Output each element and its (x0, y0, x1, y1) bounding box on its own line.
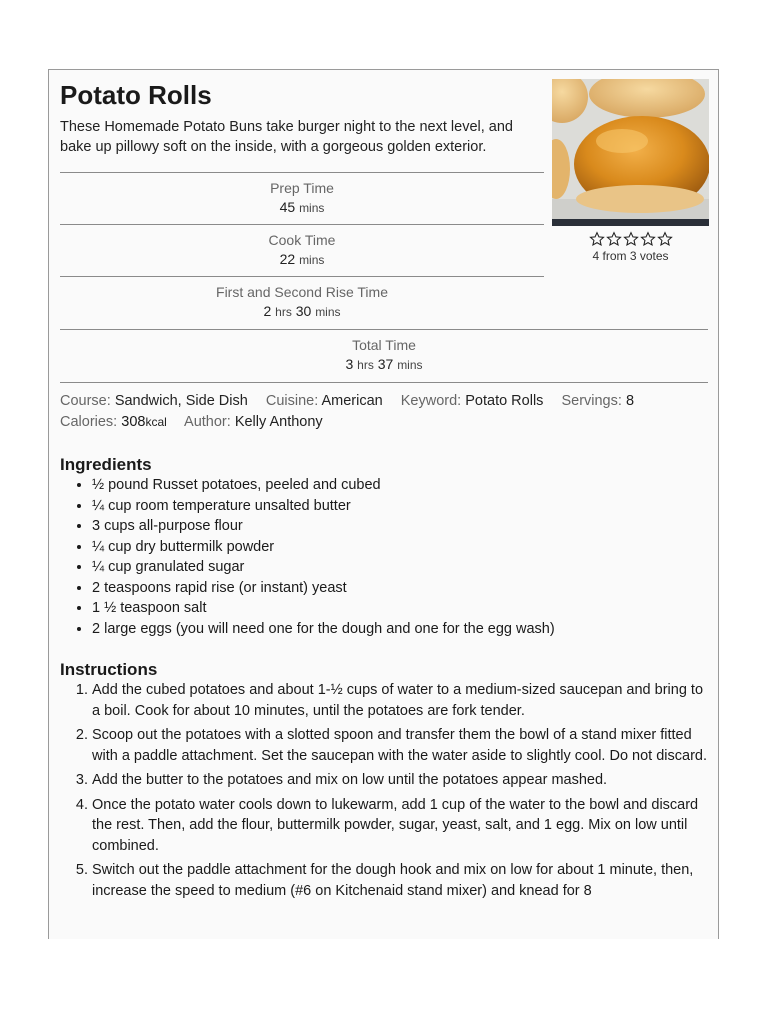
recipe-card (48, 69, 719, 939)
rise-time (60, 276, 544, 328)
time-value (60, 354, 708, 375)
time-value (60, 197, 544, 218)
instruction-step: 1. Add the cubed potatoes and about 1-½ cups of water to a medium-sized saucepan and bring to a boil. Cook for about 10 minutes, until the potatoes are fork tender. (92, 680, 708, 721)
instructions-list (60, 680, 708, 905)
time-value (60, 301, 544, 322)
star-empty-icon[interactable] (640, 231, 656, 247)
rating-stars[interactable] (552, 231, 709, 247)
time-unit: mins (315, 305, 341, 319)
recipe-summary: These Homemade Potato Buns take burger night to the next level, and bake up pillowy soft on the inside, with a gorgeous golden exterior. (60, 119, 513, 155)
time-number: 45 (279, 199, 296, 215)
servings-value[interactable]: 8 (625, 393, 635, 409)
time-value (60, 249, 544, 270)
time-unit: hrs (357, 358, 374, 372)
time-unit: mins (299, 253, 325, 267)
time-unit: mins (299, 201, 325, 215)
cuisine-value[interactable]: American (321, 393, 383, 409)
servings-label: Servings: (561, 393, 622, 409)
ingredient-item: • 2 large eggs (you will need one for the dough and one for the egg wash) (92, 619, 692, 640)
instruction-step: 5. Switch out the paddle attachment for the dough hook and mix on low for about 1 minute, then, increase the speed to medium (#6 on Kitchenaid stand mixer) and knead for 8 (92, 860, 708, 901)
recipe-photo[interactable] (552, 79, 709, 226)
ingredient-item: • ¼ cup dry buttermilk powder (92, 537, 692, 558)
keyword-value: Potato Rolls (465, 393, 544, 409)
ingredient-item: • 2 teaspoons rapid rise (or instant) yeast (92, 578, 692, 599)
course-value[interactable]: Sandwich, Side Dish (114, 393, 248, 409)
author-label: Author: (184, 414, 231, 430)
time-label: First and Second Rise Time (216, 284, 388, 300)
ingredient-item: • ¼ cup room temperature unsalted butter (92, 496, 692, 517)
ingredient-item: • 1 ½ teaspoon salt (92, 598, 692, 619)
keyword-label: Keyword: (400, 393, 462, 409)
time-number: 37 (377, 356, 394, 372)
recipe-title: Potato Rolls (60, 80, 212, 110)
star-empty-icon[interactable] (657, 231, 673, 247)
star-empty-icon[interactable] (623, 231, 639, 247)
star-empty-icon[interactable] (606, 231, 622, 247)
instruction-step: 2. Scoop out the potatoes with a slotted spoon and transfer them the bowl of a stand mixer fitted with a paddle attachment. Set the saucepan with the water aside to slightly cool. Do not discard. (92, 725, 708, 766)
course-label: Course: (60, 393, 111, 409)
time-number: 30 (295, 303, 312, 319)
time-unit: hrs (275, 305, 292, 319)
author-value: Kelly Anthony (234, 414, 323, 430)
time-number: 22 (279, 251, 296, 267)
instruction-step: 3. Add the butter to the potatoes and mix on low until the potatoes appear mashed. (92, 770, 708, 791)
ingredient-item: • ¼ cup granulated sugar (92, 557, 692, 578)
time-unit: mins (397, 358, 423, 372)
instructions-heading: Instructions (60, 660, 158, 679)
calories-value: 308 (121, 414, 146, 430)
star-empty-icon[interactable] (589, 231, 605, 247)
time-blocks (60, 172, 544, 328)
ingredient-item: • 3 cups all-purpose flour (92, 516, 692, 537)
total-time (60, 329, 708, 383)
time-label: Total Time (352, 337, 416, 353)
rating-votes: 4 from 3 votes (592, 249, 669, 263)
ingredients-heading: Ingredients (60, 455, 152, 474)
time-label: Prep Time (270, 180, 334, 196)
instruction-step: 4. Once the potato water cools down to lukewarm, add 1 cup of the water to the bowl and discard the rest. Then, add the flour, buttermilk powder, sugar, yeast, salt, and 1 egg. Mix on low until combined. (92, 795, 708, 857)
time-label: Cook Time (268, 232, 336, 248)
calories-unit: kcal (145, 415, 167, 429)
recipe-meta (60, 391, 700, 433)
cook-time (60, 224, 544, 276)
ingredient-item: • ½ pound Russet potatoes, peeled and cubed (92, 475, 692, 496)
potato-rolls-image (552, 79, 709, 226)
cuisine-label: Cuisine: (265, 393, 319, 409)
prep-time (60, 172, 544, 224)
calories-label: Calories: (60, 414, 118, 430)
ingredients-list (60, 475, 692, 639)
time-number: 2 (263, 303, 272, 319)
recipe-rating (552, 231, 709, 263)
time-number: 3 (345, 356, 354, 372)
